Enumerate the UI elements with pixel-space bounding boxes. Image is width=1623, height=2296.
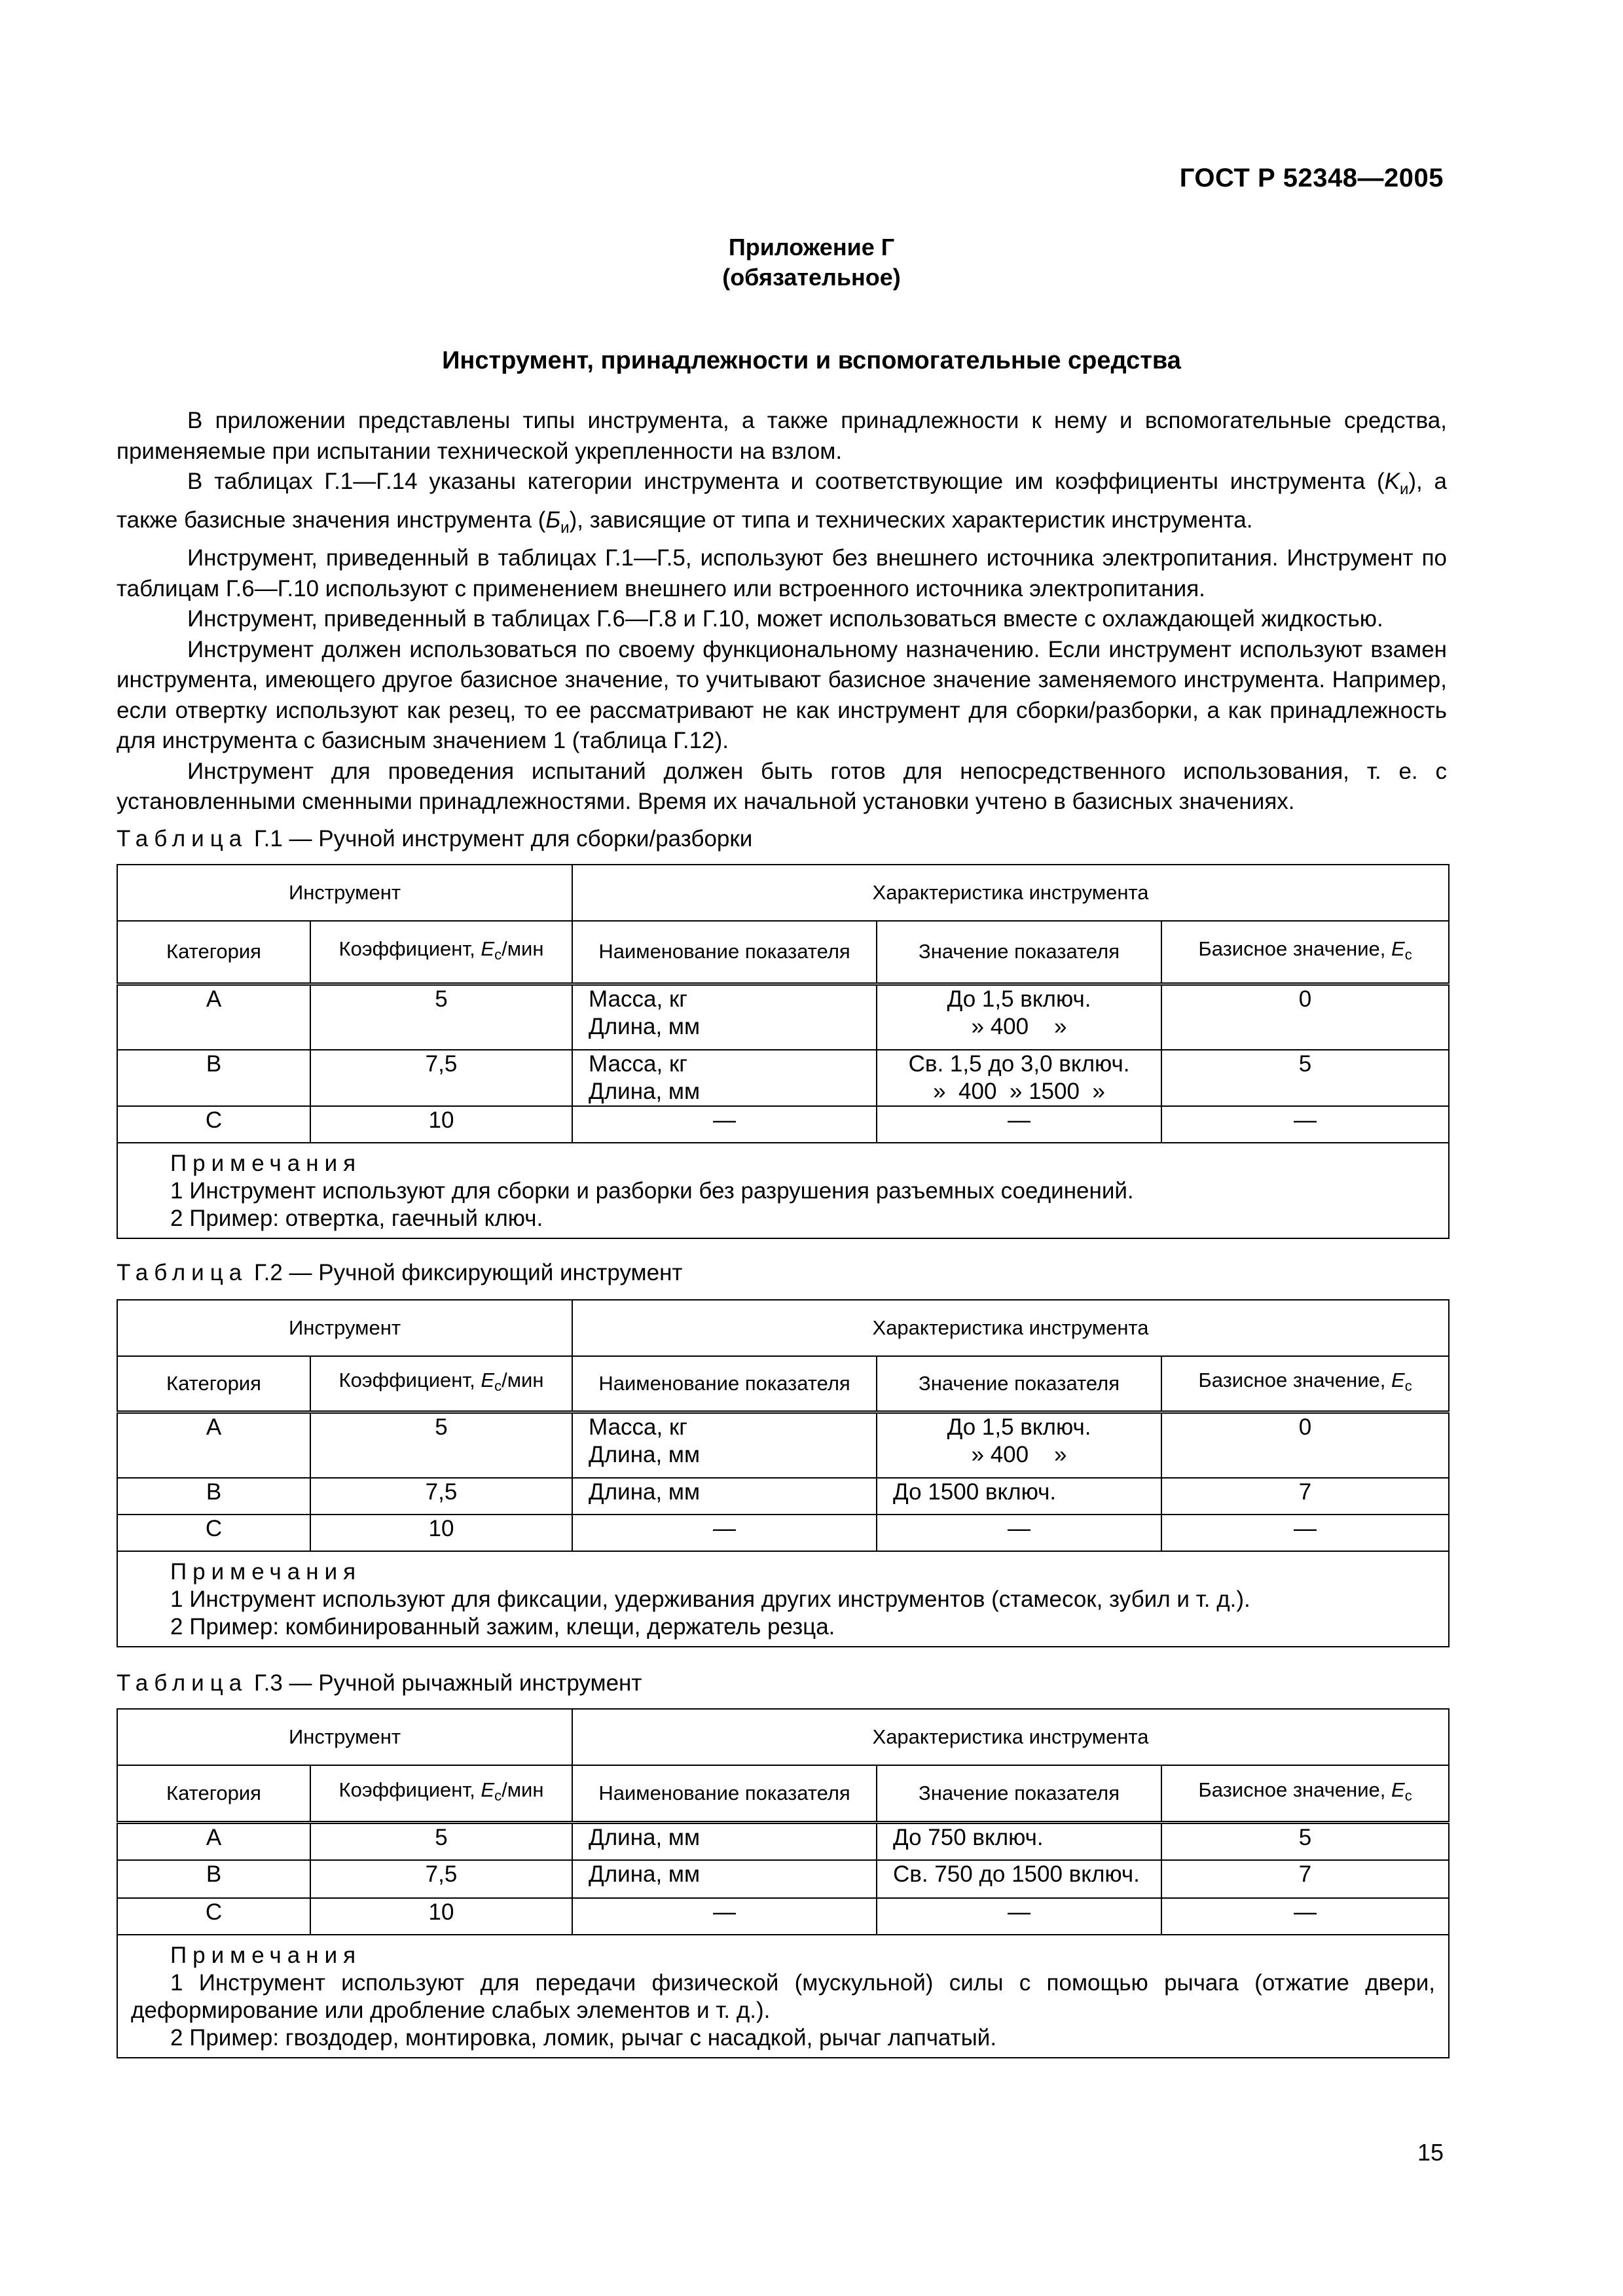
category-cell: C [117, 1106, 310, 1143]
header-base-value: Базисное значение, $E_c$ [1161, 1765, 1449, 1822]
table-row [117, 1860, 1449, 1898]
category-cell: A [117, 1412, 310, 1478]
coefficient-cell: 10 [310, 1515, 572, 1551]
coefficient-cell: 5 [310, 1412, 572, 1478]
paragraph: Инструмент, приведенный в таблицах Г.1—Г.5, используют без внешнего источника электропитания. Инструмент по таблицам Г.6—Г.10 используют с применением внешнего или встроенного источника электропитания. [117, 545, 1447, 601]
data-table [117, 1299, 1450, 1647]
table-row [117, 1822, 1449, 1860]
header-param-value: Значение показателя [877, 1765, 1161, 1822]
notes-header: Примечания [170, 1943, 362, 1968]
paragraph: Инструмент должен использоваться по своему функциональному назначению. Если инструмент используют взамен инструмента, имеющего другое базисное значение, то учитывают базисное значение заменяемого инструмента. Например, если отвертку используют как резец, то ее рассматривают не как инструмент для сборки/разборки, а как принадлежность для инструмента с базисным значением 1 (таблица Г.12). [117, 636, 1447, 753]
paragraph: Инструмент для проведения испытаний должен быть готов для непосредственного использования, т. е. с установленными сменными принадлежностями. Время их начальной установки учтено в базисных значениях. [117, 758, 1447, 814]
coefficient-cell: 10 [310, 1898, 572, 1935]
header-param-name: Наименование показателя [572, 921, 877, 984]
coefficient-cell: 7,5 [310, 1478, 572, 1515]
coefficient-cell: 7,5 [310, 1050, 572, 1106]
param-value-cell: До 1,5 включ. » 400 » [877, 984, 1161, 1050]
param-name-cell: Масса, кг Длина, мм [572, 1412, 877, 1478]
table-notes [117, 1143, 1449, 1238]
header-base-value: Базисное значение, $E_c$ [1161, 921, 1449, 984]
header-characteristics: Характеристика инструмента [572, 1300, 1449, 1356]
table-caption: Таблица Г.3 — Ручной рычажный инструмент [117, 1670, 642, 1696]
category-cell: A [117, 1822, 310, 1860]
category-cell: B [117, 1478, 310, 1515]
param-value-cell: — [877, 1106, 1161, 1143]
page-number: 15 [1417, 2139, 1444, 2166]
coefficient-cell: 7,5 [310, 1860, 572, 1898]
param-name-cell: Длина, мм [572, 1860, 877, 1898]
appendix-title: Приложение Г [728, 234, 895, 260]
intro-text [117, 406, 1447, 817]
header-instrument: Инструмент [117, 1709, 572, 1765]
base-value-cell: 0 [1161, 1412, 1449, 1478]
note-item: 2 Пример: отвертка, гаечный ключ. [170, 1206, 543, 1231]
table-row [117, 984, 1449, 1050]
data-table [117, 1708, 1450, 2058]
header-characteristics: Характеристика инструмента [572, 1709, 1449, 1765]
category-cell: C [117, 1515, 310, 1551]
param-value-cell: Св. 750 до 1500 включ. [877, 1860, 1161, 1898]
category-cell: A [117, 984, 310, 1050]
notes-header: Примечания [170, 1151, 362, 1176]
param-name-cell: Длина, мм [572, 1822, 877, 1860]
param-value-cell: Св. 1,5 до 3,0 включ. » 400 » 1500 » [877, 1050, 1161, 1106]
section-title: Инструмент, принадлежности и вспомогательные средства [442, 347, 1181, 374]
paragraph: В приложении представлены типы инструмента, а также принадлежности к нему и вспомогательные средства, применяемые при испытании технической укрепленности на взлом. [117, 408, 1447, 464]
param-name-cell: — [572, 1106, 877, 1143]
table-notes [117, 1551, 1449, 1647]
header-param-name: Наименование показателя [572, 1765, 877, 1822]
base-value-cell: 7 [1161, 1860, 1449, 1898]
notes-header: Примечания [170, 1559, 362, 1585]
paragraph: В таблицах Г.1—Г.14 указаны категории инструмента и соответствующие им коэффициенты инструмента $(K_и)$, а также базисные значения инструмента $(Б_и)$, зависящие от типа и технических характеристик инструмента. [117, 469, 1447, 537]
standard-header: ГОСТ Р 52348—2005 [1179, 164, 1444, 192]
header-coefficient: Коэффициент, $E_c$/мин [310, 1356, 572, 1412]
category-cell: B [117, 1050, 310, 1106]
category-cell: C [117, 1898, 310, 1935]
param-value-cell: — [877, 1898, 1161, 1935]
note-item: 1 Инструмент используют для фиксации, удерживания других инструментов (стамесок, зубил и т. д.). [170, 1587, 1250, 1612]
note-item: 2 Пример: гвоздодер, монтировка, ломик, рычаг с насадкой, рычаг лапчатый. [170, 2025, 997, 2051]
base-value-cell: — [1161, 1106, 1449, 1143]
category-cell: B [117, 1860, 310, 1898]
header-instrument: Инструмент [117, 865, 572, 921]
table-caption: Таблица Г.1 — Ручной инструмент для сборки/разборки [117, 826, 753, 852]
coefficient-cell: 5 [310, 984, 572, 1050]
header-category: Категория [117, 921, 310, 984]
note-item: 1 Инструмент используют для сборки и разборки без разрушения разъемных соединений. [170, 1178, 1134, 1204]
table-row [117, 1478, 1449, 1515]
header-param-value: Значение показателя [877, 921, 1161, 984]
appendix-status: (обязательное) [722, 264, 901, 291]
table-row [117, 1050, 1449, 1106]
header-coefficient: Коэффициент, $E_c$/мин [310, 921, 572, 984]
table-row [117, 1515, 1449, 1551]
param-value-cell: До 1500 включ. [877, 1478, 1161, 1515]
base-value-cell: — [1161, 1898, 1449, 1935]
table-row [117, 1412, 1449, 1478]
base-value-cell: 5 [1161, 1050, 1449, 1106]
base-value-cell: — [1161, 1515, 1449, 1551]
note-item: 1 Инструмент используют для передачи физической (мускульной) силы с помощью рычага (отжатие двери, деформирование или дробление слабых элементов и т. д.). [131, 1970, 1436, 2023]
header-coefficient: Коэффициент, $E_c$/мин [310, 1765, 572, 1822]
coefficient-cell: 5 [310, 1822, 572, 1860]
base-value-cell: 5 [1161, 1822, 1449, 1860]
param-value-cell: До 750 включ. [877, 1822, 1161, 1860]
param-name-cell: — [572, 1898, 877, 1935]
coefficient-cell: 10 [310, 1106, 572, 1143]
param-name-cell: — [572, 1515, 877, 1551]
base-value-cell: 7 [1161, 1478, 1449, 1515]
param-value-cell: — [877, 1515, 1161, 1551]
header-instrument: Инструмент [117, 1300, 572, 1356]
param-value-cell: До 1,5 включ. » 400 » [877, 1412, 1161, 1478]
header-param-name: Наименование показателя [572, 1356, 877, 1412]
header-characteristics: Характеристика инструмента [572, 865, 1449, 921]
header-category: Категория [117, 1356, 310, 1412]
note-item: 2 Пример: комбинированный зажим, клещи, держатель резца. [170, 1614, 835, 1640]
header-base-value: Базисное значение, $E_c$ [1161, 1356, 1449, 1412]
data-table [117, 864, 1450, 1239]
param-name-cell: Масса, кг Длина, мм [572, 1050, 877, 1106]
table-caption: Таблица Г.2 — Ручной фиксирующий инструмент [117, 1260, 683, 1285]
paragraph: Инструмент, приведенный в таблицах Г.6—Г.8 и Г.10, может использоваться вместе с охлаждающей жидкостью. [187, 606, 1383, 632]
table-notes [117, 1935, 1449, 2058]
table-row [117, 1898, 1449, 1935]
header-category: Категория [117, 1765, 310, 1822]
param-name-cell: Масса, кг Длина, мм [572, 984, 877, 1050]
base-value-cell: 0 [1161, 984, 1449, 1050]
table-row [117, 1106, 1449, 1143]
param-name-cell: Длина, мм [572, 1478, 877, 1515]
header-param-value: Значение показателя [877, 1356, 1161, 1412]
